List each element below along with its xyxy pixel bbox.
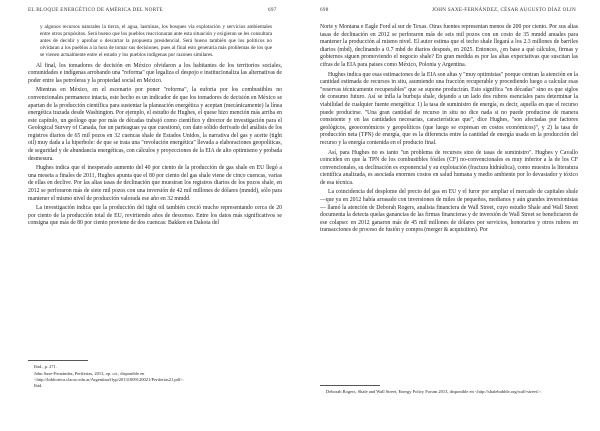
right-body-text <box>320 24 578 237</box>
right-page <box>300 0 600 431</box>
footnote: Ibid. <box>34 383 43 388</box>
left-footnotes <box>28 364 280 390</box>
footnote: Deborah Rogers, Shale and Wall Street, Energy Policy Forum 2013, disponible en <http://shalebubble.org/wall-street/>. <box>326 389 542 394</box>
left-body-text <box>28 24 282 230</box>
left-page-number: 697 <box>268 7 277 13</box>
paragraph: Hughes indica que el inesperado aumento del 40 por ciento de la producción de gas shale en EU llegó a una meseta a finales de 2011, Hughes apunta que el 80 por ciento del gas shale viene de cinco cuencas, varias de ellas en declive. Por las altas tasas de declinación que muestran los registros diarios de los pozos shale, en 2012 se perforaron más de siete mil pozos con una inversión de 42 mil millones de dólares (mmdd), sólo para mantener el mismo nivel de producción valorada ese año en 32 mmdd. <box>28 165 282 202</box>
paragraph: La coincidencia del desplome del precio del gas en EU y el furor por ampliar el mercado de capitales shale —que ya en 2012 había arrasado con inversiones de miles de pequeños, medianos y aún grandes inversionistas— llamó la atención de Deborah Rogers, analista financiera de Wall Street, cuyo estudio Shale and Wall Street documenta la detecta quelas ganancias de las firmas financieras y de inversión de Wall Street se beneficiaron de ese colapso: en 2012 ganaron más de 45 mil millones de dólares por servicios, honorarios y otros rubros en transacciones de proceso de fusión y compra (merger & acquisition). Por <box>320 189 578 234</box>
paragraph: Norte y Montana e Eagle Ford al sur de Texas. Otras fuentes representan menos de 200 por ciento. Por sus altas tasas de declinación en 2012 se perforaron más de seis mil pozos con un costo de 35 mmdd anuales para mantener la producción al mismo nivel. El autor estima que el techo shale llegará a los 2.3 millones de barriles diarios (mbd), declinando a 0.7 mbd de diarios después, en 2025. Entonces, ¿en base a qué cálculos, firmas y gobiernos siguen promoviendo el negocio shale? En gran medida es por las altas expectativas que suscitan las cifras de la EIA para paises como México, Polonia y Argentina. <box>320 24 578 68</box>
paragraph: Así, para Hughes no es tanto "un problema de recursos sino de tasas de suministro". Hughes y Cavallo coinciden en que la TPN de los combustibles fósiles (CF) no-convencionales es muy inferior a la de los CF convencionales, su declinación es exponencial y su explotación (fractura hidráulica), como muestra la literatura científica analizada, es asociada enormes costos en salud humana y medio ambiente por lo devastador y tóxico de esa técnica. <box>320 149 578 186</box>
paragraph: Hughes indica que esas estimaciones de la EIA son altas y "muy optimistas" porque centran la atención en la cantidad estimada de recursos in situ, asumiendo una fracción recuperable y procediendo luego a calcular esas "reservas técnicamente recuperables" que se supone producirán. Esto significa "en décadas" sino es que siglos de consumo futuro. Así se infla la burbuja shale, dejando a un lado dos rubros esenciales para determinar la viabilidad de cualquier fuente energética: 1) la tasa de suministro de energía, es decir, aquella en que el recurso puede producirse. "Una gran cantidad de recurso in situ no dice nada si no puede producirse de manera consistente y en las cantidades necesarias, características que", dice Hughes, "son afectadas por factores geológicos, geoeconómicos y geopolíticos (que luego se expresan en costos económicos)", y 2) la tasa de producción neta (TPN) de energía, que es la diferencia entre la cantidad de energía usada en la producción del recurso y la energía contenida en el producto final. <box>320 71 578 146</box>
left-running-header: EL BLOQUE ENERGÉTICO DE AMÉRICA DEL NORTE <box>28 7 163 13</box>
footnote-rule <box>28 360 88 361</box>
paragraph: Mientras en México, en el escenario por poner "reforma", la euforia por los combustibles no convencionales permanece intacta, este hecho es un indicador de que los tomadores de decisión en México se apartan de la producción científica para sustentar la planeación energética y aceptan (mecánicamente) la línea energética trazada desde Washington. Por ejemplo, el estudio de Hughes, el quese hizo mención más arriba en este capítulo, un geólogo que por más de décadas trabajó como científico y director de investigación para el Geological Survey of Canada, fue un parteaguas ya que cuestionó, con dato sólido derivado del análisis de los registros diarios de 65 mil pozos en 32 cuencas shale de Estados Unidos, la narrativa del gas y aceite (tight oil) muy dada a la hiperbole: de que se trata una "revolución energética" llevada a elaboraciones geopolíticas, de seguridad y de abundancia energéticas, con cálculos y proyecciones de la EIA de alto optimismo y probada desmesura. <box>28 87 282 162</box>
right-running-header: JOHN SAXE-FERNÁNDEZ, CÉSAR AUGUSTO DÍAZ OLIN <box>431 7 576 13</box>
footnote-rule <box>320 385 380 386</box>
right-page-number: 698 <box>320 7 329 13</box>
footnote: Ibid., p. 271. <box>34 364 57 369</box>
paragraph: Al final, los tomadores de decisión en México olvidaron a los habitantes de los territorios sociales, comunidades e indígenas arrobando una "reforma" que legaliza el despojo e institucionaliza las alternativas de poder entre las petroleras y la propiedad social en México. <box>28 62 282 84</box>
footnote: John Saxe-Fernández, Periferias, 2013, op. cit., disponible en <http://biblioteca.clacso.edu.ar/Argentina/ffyp/20131009120021/Periferias21.pdf>. <box>34 370 185 382</box>
right-footnotes <box>320 389 578 396</box>
block-quote: y algunos recursos naturales la tierra, el agua, lasminas, los bosques vía explotación y servicios ambientales entre otros propósitos. Será bueno que los pueblos reaccionaran ante esta situación y exigieran se les consultara antes de decidir y aprobar o descartar la propuesta presidencial. Será bueno también que los políticos no olvidaran a los pueblos a la hora de tomar sus decisiones, pues al final esto generaría más problemas de los que se vienen actualmente entre el estado y los pueblos indígenas por razones similares. <box>40 24 272 58</box>
paragraph: La investigación indica que la producción del tight oil también creció mucho representando cerca de 20 por ciento de la producción total de EU, revirtiendo años de descenso. Entre los datos más significativos se consigna que más de 80 por ciento proviene de dos cuencas: Bakken en Dakota del <box>28 205 282 227</box>
